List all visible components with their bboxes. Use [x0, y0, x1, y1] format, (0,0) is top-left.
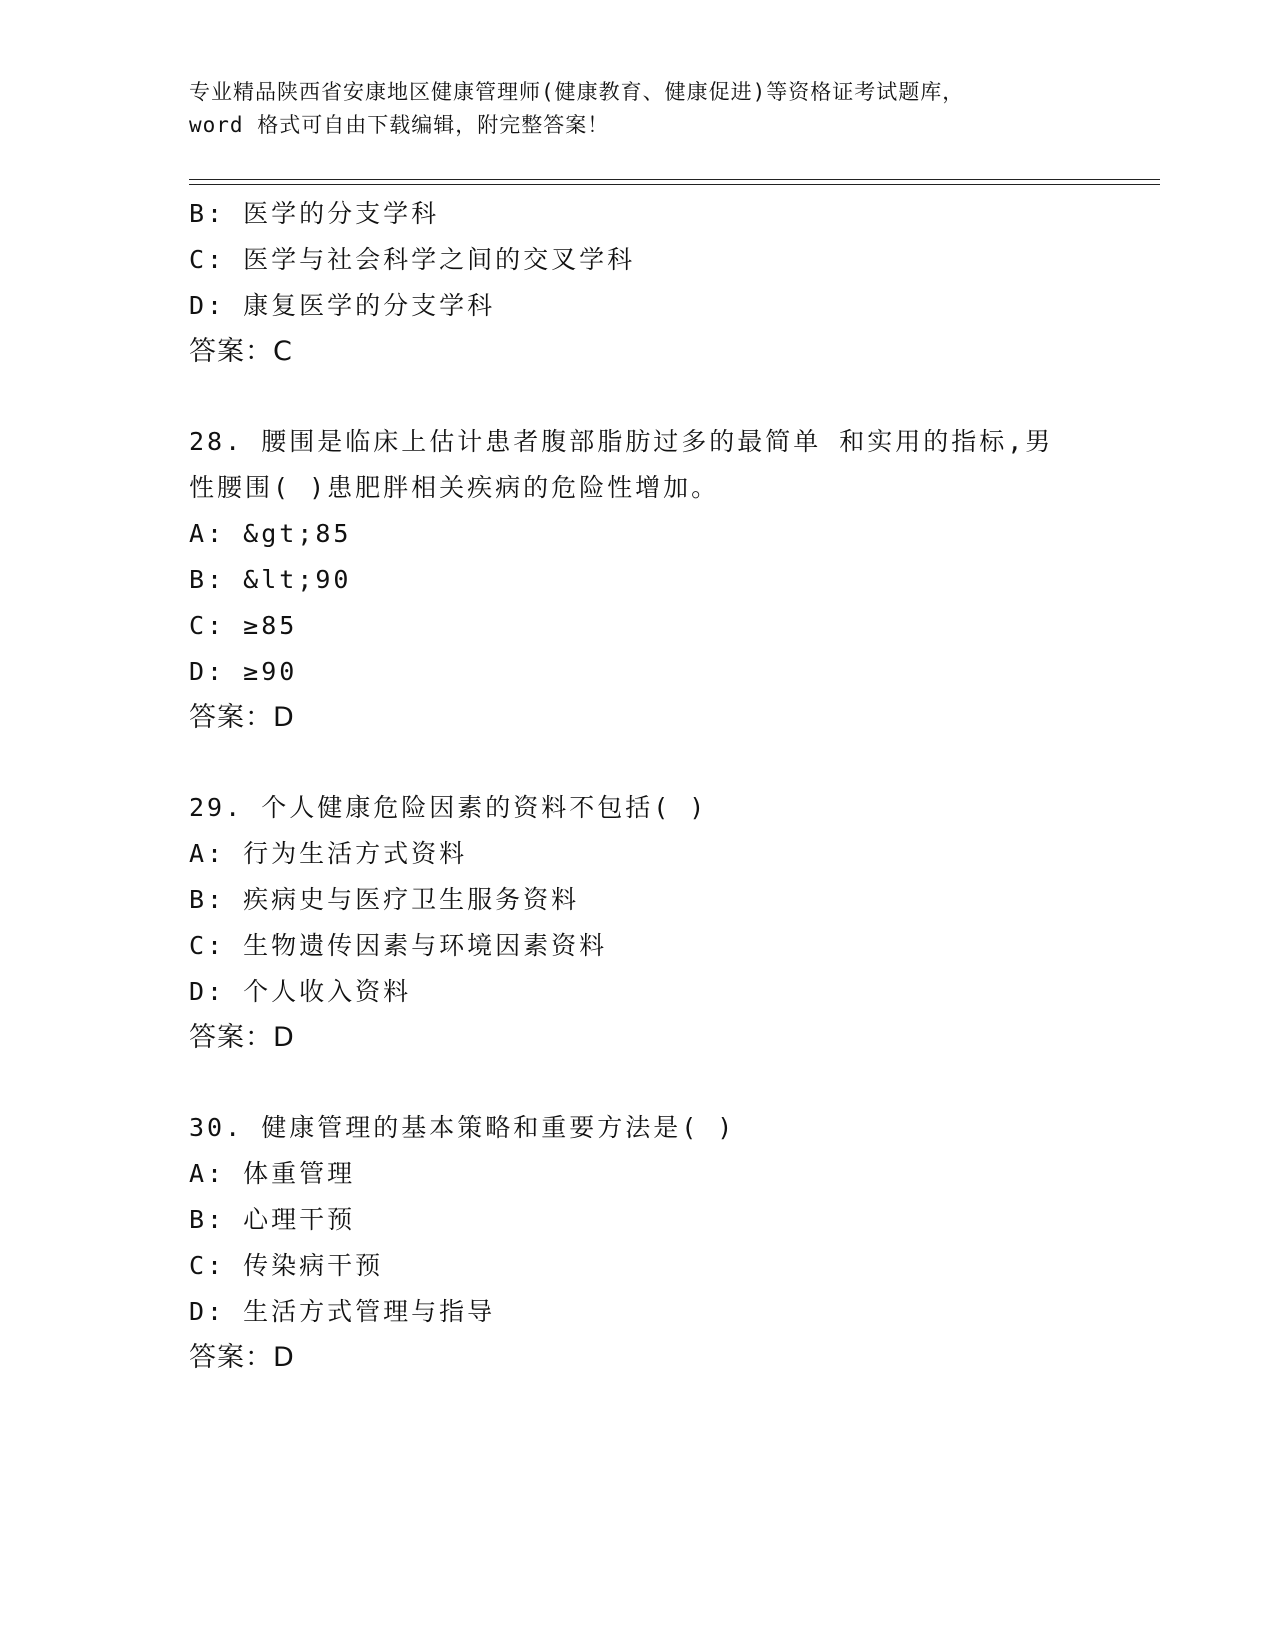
header-line-1: 专业精品陕西省安康地区健康管理师(健康教育、健康促进)等资格证考试题库， — [189, 80, 965, 104]
option-b: B: &lt;90 — [189, 565, 352, 594]
option-a: A: &gt;85 — [189, 519, 352, 548]
option-b: B: 医学的分支学科 — [189, 199, 440, 228]
option-b: B: 心理干预 — [189, 1205, 356, 1234]
answer-label: 答案：D — [189, 1022, 295, 1053]
option-a: A: 行为生活方式资料 — [189, 839, 468, 868]
option-c: C: 传染病干预 — [189, 1251, 384, 1280]
question-29 — [189, 785, 1149, 1061]
answer-label: 答案：C — [189, 336, 293, 367]
question-28 — [189, 419, 1149, 741]
answer-label: 答案：D — [189, 1342, 295, 1373]
question-title: 30. 健康管理的基本策略和重要方法是( ) — [189, 1113, 736, 1142]
question-title-cont: 性腰围( )患肥胖相关疾病的危险性增加。 — [189, 473, 720, 502]
question-content — [189, 191, 1149, 1381]
option-b: B: 疾病史与医疗卫生服务资料 — [189, 885, 580, 914]
option-d: D: 康复医学的分支学科 — [189, 291, 496, 320]
header-line-2: word 格式可自由下载编辑，附完整答案！ — [189, 113, 610, 137]
option-c: C: 医学与社会科学之间的交叉学科 — [189, 245, 636, 274]
header-divider-top — [189, 179, 1160, 180]
question-title: 28. 腰围是临床上估计患者腹部脂肪过多的最简单 和实用的指标,男 — [189, 427, 1054, 456]
question-title: 29. 个人健康危险因素的资料不包括( ) — [189, 793, 708, 822]
question-27-continued — [189, 191, 1149, 375]
option-d: D: 生活方式管理与指导 — [189, 1297, 496, 1326]
document-header — [189, 76, 1089, 142]
option-c: C: ≥85 — [189, 611, 298, 640]
answer-label: 答案：D — [189, 702, 295, 733]
header-divider-bottom — [189, 184, 1160, 185]
question-30 — [189, 1105, 1149, 1381]
option-a: A: 体重管理 — [189, 1159, 356, 1188]
option-c: C: 生物遗传因素与环境因素资料 — [189, 931, 608, 960]
option-d: D: 个人收入资料 — [189, 977, 412, 1006]
option-d: D: ≥90 — [189, 657, 298, 686]
